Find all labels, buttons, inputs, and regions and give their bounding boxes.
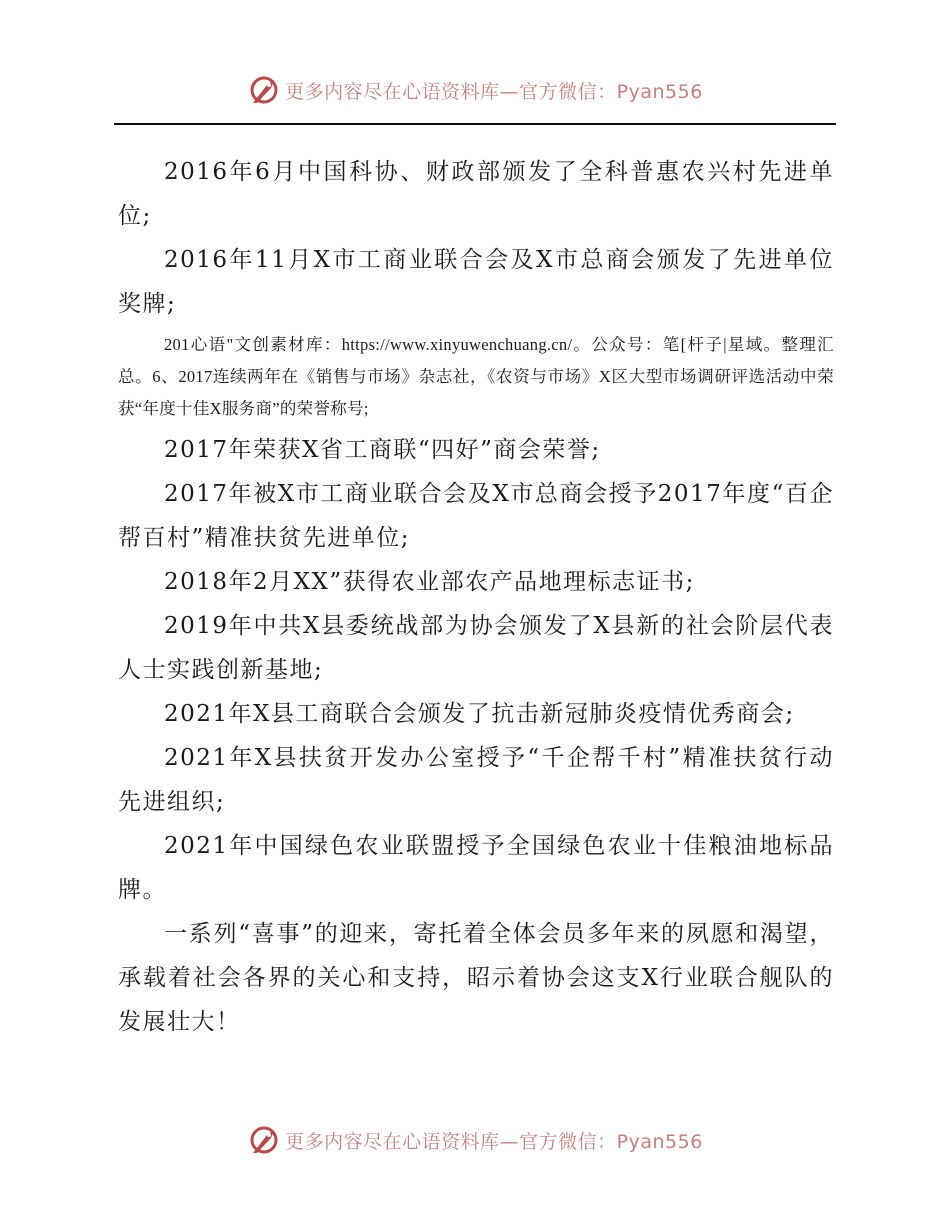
paragraph: 2021年X县工商联合会颁发了抗击新冠肺炎疫情优秀商会; [164,701,795,727]
document-body [118,150,834,1044]
paragraph-small: 201心语"文创素材库：https://www.xinyuwenchuang.cn/。公众号：笔[杆子|星域。整理汇总。6、2017连续两年在《销售与市场》杂志社，《农资与市场》X区大型市场调研评选活动中荣获“年度十佳X服务商”的荣誉称号; [118,335,834,418]
paragraph: 2021年X县扶贫开发办公室授予“千企帮千村”精准扶贫行动先进组织; [118,745,834,815]
paragraph: 2019年中共X县委统战部为协会颁发了X县新的社会阶层代表人士实践创新基地; [118,613,834,683]
paragraph: 2017年被X市工商业联合会及X市总商会授予2017年度“百企帮百村”精准扶贫先进单位; [118,481,834,551]
paragraph: 2016年6月中国科协、财政部颁发了全科普惠农兴村先进单位; [118,159,834,229]
paragraph: 2017年荣获X省工商联“四好”商会荣誉; [164,437,601,463]
paragraph: 2021年中国绿色农业联盟授予全国绿色农业十佳粮油地标品牌。 [118,833,834,903]
paragraph: 一系列“喜事”的迎来，寄托着全体会员多年来的夙愿和渴望，承载着社会各界的关心和支持，昭示着协会这支X行业联合舰队的发展壮大！ [118,921,834,1035]
footer-watermark [0,1120,950,1160]
header-watermark [0,70,950,110]
paragraph: 2018年2月XX”获得农业部农产品地理标志证书; [164,569,695,595]
footer-watermark-text: 更多内容尽在心语资料库—官方微信：Pyan556 [285,1130,703,1153]
header-watermark-text: 更多内容尽在心语资料库—官方微信：Pyan556 [285,80,703,103]
header-divider [114,123,836,125]
pen-nib-icon [247,73,281,107]
pen-nib-icon [247,1123,281,1157]
paragraph: 2016年11月X市工商业联合会及X市总商会颁发了先进单位奖牌; [118,247,834,317]
